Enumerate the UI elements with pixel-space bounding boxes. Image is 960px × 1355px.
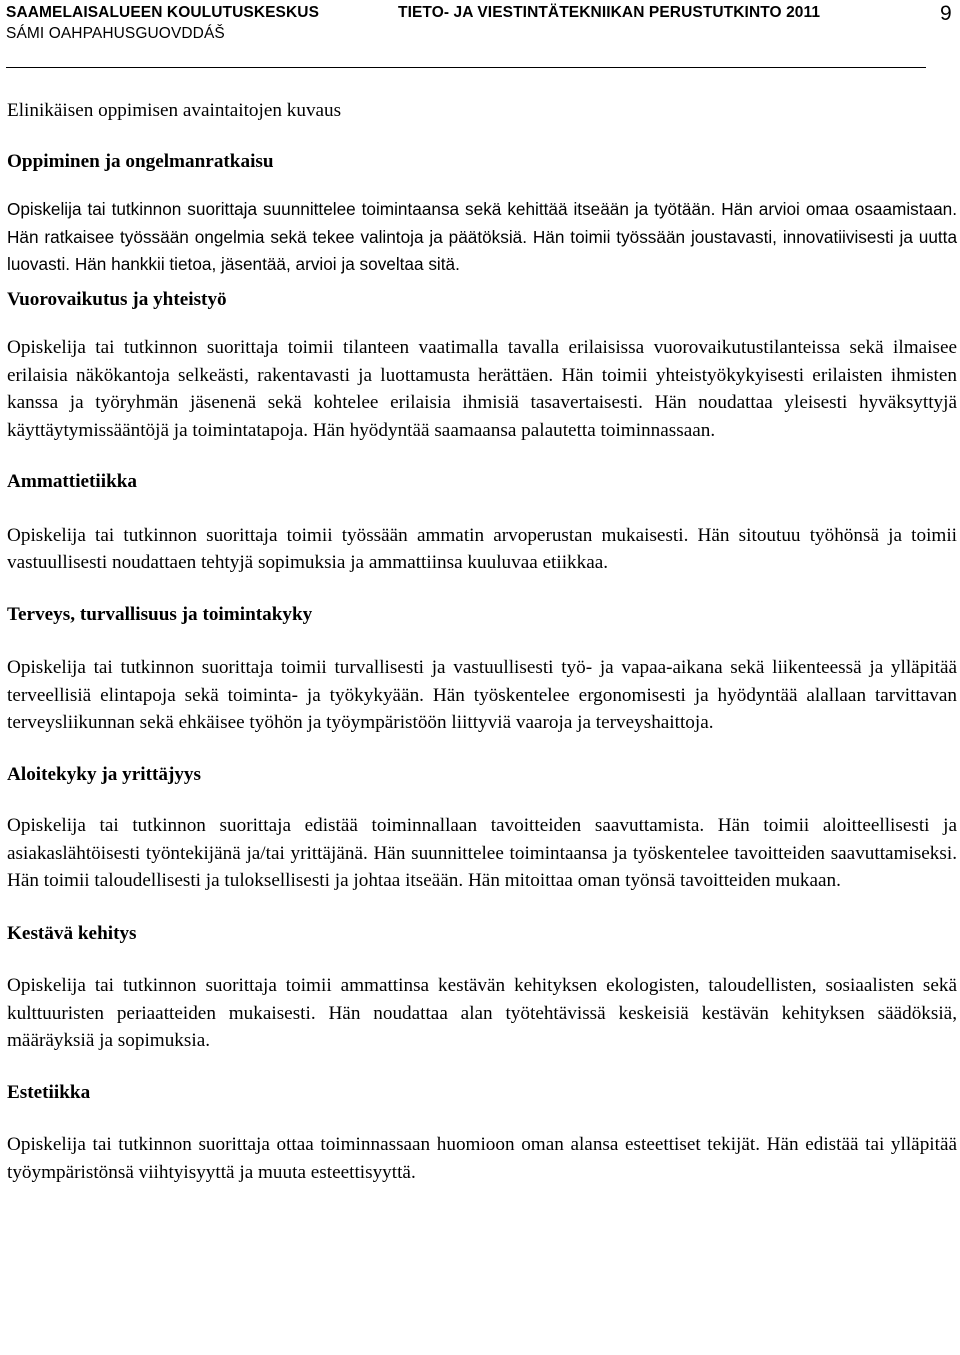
page-content (7, 97, 957, 1186)
section-heading: Oppiminen ja ongelmanratkaisu (7, 150, 274, 172)
section-heading: Terveys, turvallisuus ja toimintakyky (7, 603, 313, 625)
section-aloitekyky (7, 761, 957, 895)
header-organization-finnish: SAAMELAISALUEEN KOULUTUSKESKUS (6, 4, 320, 21)
page-header (0, 0, 960, 72)
section-heading: Vuorovaikutus ja yhteistyö (7, 288, 227, 310)
section-kestava-kehitys (7, 920, 957, 1055)
section-oppiminen (7, 148, 957, 279)
section-vuorovaikutus (7, 286, 957, 445)
header-organization-sami: SÁMI OAHPAHUSGUOVDDÁŠ (6, 25, 225, 42)
section-heading: Aloitekyky ja yrittäjyys (7, 763, 201, 785)
section-heading: Estetiikka (7, 1081, 91, 1103)
section-heading: Ammattietiikka (7, 471, 138, 492)
section-text: Opiskelija tai tutkinnon suorittaja edistää toiminnallaan tavoitteiden saavuttamista. Hän toimii aloitteellisesti ja asiakaslähtöisesti työntekijänä ja/tai yrittäjänä. Hän suunnittelee toimintaansa ja työskentelee tavoitteiden saavuttamiseksi. Hän toimii taloudellisesti ja tuloksellisesti ja johtaa itseään. Hän mitoittaa oman työnsä tavoitteiden mukaan. (7, 815, 957, 891)
section-text: Opiskelija tai tutkinnon suorittaja suunnittelee toimintaansa sekä kehittää itseään ja työtään. Hän arvioi omaa osaamistaan. Hän ratkaisee työssään ongelmia sekä tekee valintoja ja päätöksiä. Hän toimii työssään joustavasti, innovatiivisesti ja uutta luovasti. Hän hankkii tietoa, jäsentää, arvioi ja soveltaa sitä. (7, 199, 957, 274)
section-text: Opiskelija tai tutkinnon suorittaja toimii tilanteen vaatimalla tavalla erilaisissa vuorovaikutustilanteissa sekä ilmaisee erilaisia näkökantoja selkeästi, rakentavasti ja luottamusta herättäen. Hän toimii yhteistyökykyisesti erilaisten ihmisten kanssa ja työryhmän jäsenenä sekä kohtelee erilaisia ihmisiä tasavertaisesti. Hän noudattaa yleisesti hyväksyttyjä käyttäytymissääntöjä ja toimintatapoja. Hän hyödyntää saamaansa palautetta toiminnassaan. (7, 337, 957, 441)
section-text: Opiskelija tai tutkinnon suorittaja toimii ammattinsa kestävän kehityksen ekologisten, taloudellisten, sosiaalisten sekä kulttuuristen periaatteiden mukaisesti. Hän noudattaa alan työtehtävissä keskeisiä kestävän kehityksen säädöksiä, määräyksiä ja sopimuksia. (7, 975, 957, 1051)
header-document-title: TIETO- JA VIESTINTÄTEKNIIKAN PERUSTUTKINTO 2011 (398, 4, 821, 21)
section-ammattietiikka (7, 468, 957, 577)
section-text: Opiskelija tai tutkinnon suorittaja ottaa toiminnassaan huomioon oman alansa esteettiset tekijät. Hän edistää tai ylläpitää työympäristönsä viihtyisyyttä ja muuta esteettisyyttä. (7, 1134, 957, 1183)
page-number: 9 (940, 2, 952, 25)
header-organization (6, 2, 319, 44)
section-text: Opiskelija tai tutkinnon suorittaja toimii työssään ammatin arvoperustan mukaisesti. Hän sitoutuu työhönsä ja toimii vastuullisesti noudattaen tehtyjä sopimuksia ja ammattiinsa kuuluvaa etiikkaa. (7, 524, 957, 573)
section-estetiikka (7, 1079, 957, 1187)
section-terveys (7, 601, 957, 737)
section-text: Opiskelija tai tutkinnon suorittaja toimii turvallisesti ja vastuullisesti työ- ja vapaa-aikana sekä liikenteessä ja ylläpitää terveellisiä elintapoja sekä toiminta- ja työkykyään. Hän työskentelee ergonomisesti ja hyödyntää alallaan tarvittavan terveysliikunnan sekä ehkäisee työhön ja työympäristöön liittyviä vaaroja ja terveyshaittoja. (7, 657, 957, 733)
section-heading: Kestävä kehitys (7, 922, 137, 944)
intro-title: Elinikäisen oppimisen avaintaitojen kuvaus (7, 100, 342, 121)
header-divider (6, 67, 926, 68)
